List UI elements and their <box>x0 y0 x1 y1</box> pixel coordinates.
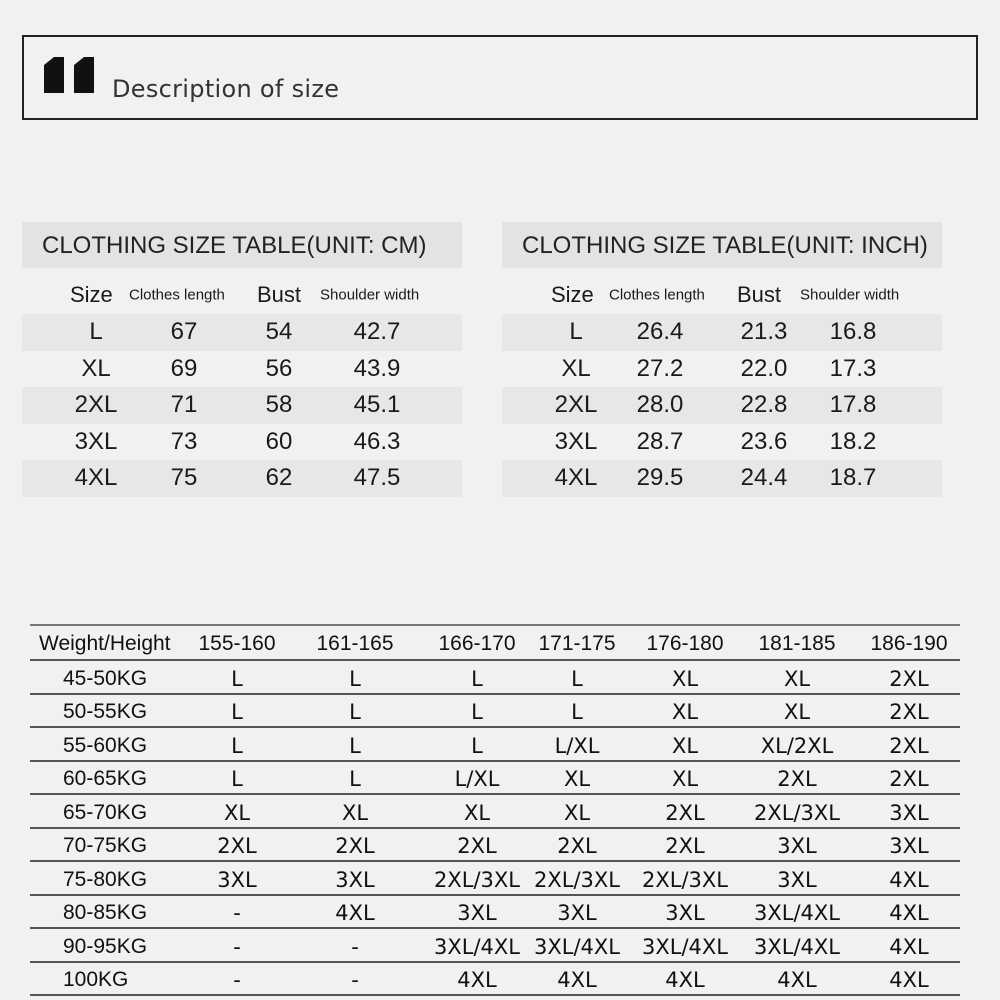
shoulder-width-cell: 42.7 <box>353 318 401 346</box>
table-row <box>502 351 942 388</box>
size-cell: 3XL <box>777 867 817 892</box>
bust-cell: 56 <box>265 354 293 382</box>
height-header: 171-175 <box>538 632 616 656</box>
size-cell: XL <box>223 800 251 825</box>
corner-label: Weight/Height <box>39 632 171 656</box>
shoulder-width-cell: 16.8 <box>829 318 877 346</box>
table-row <box>22 351 462 388</box>
size-cell: L <box>349 666 361 691</box>
table-row <box>22 424 462 461</box>
weight-height-table <box>30 624 960 996</box>
size-cell: 4XL <box>889 934 929 959</box>
header-bust: Bust <box>737 281 782 307</box>
table-row <box>30 728 960 762</box>
size-cell: 4XL <box>74 464 118 492</box>
table-row <box>502 460 942 497</box>
clothes-length-cell: 69 <box>170 354 198 382</box>
size-cell: 2XL <box>889 733 929 758</box>
height-header: 166-170 <box>438 632 516 656</box>
table-row <box>30 862 960 896</box>
size-cell: L <box>349 733 361 758</box>
size-cell: XL <box>463 800 491 825</box>
quote-icon <box>42 55 98 95</box>
inch-table-header <box>502 268 942 314</box>
shoulder-width-cell: 18.7 <box>829 464 877 492</box>
size-cell: L <box>231 733 243 758</box>
size-cell: L/XL <box>454 767 500 792</box>
size-cell: 3XL <box>889 800 929 825</box>
size-cell: 2XL <box>557 834 597 859</box>
size-cell: 4XL <box>554 464 598 492</box>
page-title: Description of size <box>112 75 340 103</box>
header-shoulder-width: Shoulder width <box>320 286 420 304</box>
height-header: 186-190 <box>870 632 948 656</box>
cm-table-title: CLOTHING SIZE TABLE(UNIT: CM) <box>22 222 462 268</box>
size-cell: 2XL <box>74 391 118 419</box>
weight-label: 80-85KG <box>63 901 148 925</box>
size-cell: XL <box>81 354 111 382</box>
size-cell: - <box>233 901 241 926</box>
clothes-length-cell: 71 <box>170 391 198 419</box>
clothes-length-cell: 73 <box>170 427 198 455</box>
size-cell: XL/2XL <box>760 733 834 758</box>
weight-label: 55-60KG <box>63 733 148 757</box>
size-cell: 4XL <box>665 968 705 993</box>
size-cell: 4XL <box>335 901 375 926</box>
height-header: 161-165 <box>316 632 394 656</box>
size-cell: 4XL <box>889 901 929 926</box>
size-cell: 2XL/3XL <box>534 867 620 892</box>
size-cell: 3XL <box>335 867 375 892</box>
size-cell: 4XL <box>889 867 929 892</box>
clothes-length-cell: 26.4 <box>636 318 684 346</box>
table-row <box>22 314 462 351</box>
size-cell: 3XL <box>665 901 705 926</box>
inch-size-table <box>502 222 942 497</box>
weight-label: 100KG <box>63 968 129 992</box>
header-clothes-length: Clothes length <box>129 286 225 304</box>
size-cell: 4XL <box>457 968 497 993</box>
size-cell: XL <box>671 733 699 758</box>
size-cell: XL <box>783 666 811 691</box>
size-cell: 3XL <box>457 901 497 926</box>
height-header: 155-160 <box>198 632 276 656</box>
size-cell: XL <box>341 800 369 825</box>
size-cell: 3XL <box>889 834 929 859</box>
clothes-length-cell: 28.0 <box>636 391 684 419</box>
table-row <box>30 695 960 729</box>
size-cell: - <box>233 968 241 993</box>
bust-cell: 22.0 <box>740 354 788 382</box>
size-cell: 2XL <box>889 700 929 725</box>
size-cell: 3XL <box>554 427 598 455</box>
size-cell: L <box>471 733 483 758</box>
weight-label: 90-95KG <box>63 934 148 958</box>
table-row <box>30 829 960 863</box>
size-cell: L/XL <box>554 733 600 758</box>
size-cell: 3XL/4XL <box>754 934 840 959</box>
size-cell: L <box>569 318 583 346</box>
table-row <box>30 963 960 997</box>
size-cell: 2XL/3XL <box>754 800 840 825</box>
header-clothes-length: Clothes length <box>609 286 705 304</box>
height-header: 176-180 <box>646 632 724 656</box>
size-cell: L <box>231 767 243 792</box>
bust-cell: 23.6 <box>740 427 788 455</box>
size-cell: 2XL <box>889 767 929 792</box>
weight-label: 65-70KG <box>63 800 148 824</box>
size-cell: 3XL <box>777 834 817 859</box>
weight-label: 75-80KG <box>63 867 148 891</box>
size-cell: 3XL <box>74 427 118 455</box>
weight-label: 70-75KG <box>63 834 148 858</box>
shoulder-width-cell: 46.3 <box>353 427 401 455</box>
table-row <box>502 387 942 424</box>
size-cell: L <box>471 700 483 725</box>
size-cell: 4XL <box>557 968 597 993</box>
size-cell: - <box>351 934 359 959</box>
size-cell: 2XL <box>665 834 705 859</box>
size-cell: XL <box>671 700 699 725</box>
weight-height-header-row <box>30 624 960 661</box>
size-cell: L <box>571 700 583 725</box>
size-cell: XL <box>671 767 699 792</box>
shoulder-width-cell: 45.1 <box>353 391 401 419</box>
header-size: Size <box>551 281 594 307</box>
size-cell: - <box>233 934 241 959</box>
size-cell: 2XL <box>889 666 929 691</box>
shoulder-width-cell: 47.5 <box>353 464 401 492</box>
bust-cell: 54 <box>265 318 293 346</box>
header-shoulder-width: Shoulder width <box>800 286 900 304</box>
clothes-length-cell: 27.2 <box>636 354 684 382</box>
inch-table-body <box>502 314 942 497</box>
size-cell: L <box>471 666 483 691</box>
size-cell: 2XL <box>335 834 375 859</box>
size-cell: XL <box>783 700 811 725</box>
size-description-banner <box>22 35 978 120</box>
size-cell: 3XL <box>557 901 597 926</box>
table-row <box>22 460 462 497</box>
header-bust: Bust <box>257 281 302 307</box>
inch-table-title: CLOTHING SIZE TABLE(UNIT: INCH) <box>502 222 942 268</box>
table-row <box>30 896 960 930</box>
bust-cell: 24.4 <box>740 464 788 492</box>
cm-size-table <box>22 222 462 497</box>
size-cell: 4XL <box>889 968 929 993</box>
size-cell: 3XL/4XL <box>754 901 840 926</box>
size-cell: L <box>89 318 103 346</box>
table-row <box>30 661 960 695</box>
weight-label: 50-55KG <box>63 700 148 724</box>
table-row <box>30 795 960 829</box>
cm-table-header <box>22 268 462 314</box>
size-cell: L <box>349 767 361 792</box>
weight-label: 60-65KG <box>63 767 148 791</box>
clothes-length-cell: 29.5 <box>636 464 684 492</box>
size-cell: XL <box>561 354 591 382</box>
clothes-length-cell: 67 <box>170 318 198 346</box>
size-cell: 3XL/4XL <box>434 934 520 959</box>
size-cell: 2XL/3XL <box>642 867 728 892</box>
clothes-length-cell: 28.7 <box>636 427 684 455</box>
bust-cell: 60 <box>265 427 293 455</box>
size-cell: 3XL/4XL <box>642 934 728 959</box>
header-size: Size <box>70 281 113 307</box>
clothes-length-cell: 75 <box>170 464 198 492</box>
shoulder-width-cell: 18.2 <box>829 427 877 455</box>
size-cell: 2XL <box>217 834 257 859</box>
table-row <box>30 929 960 963</box>
size-cell: 2XL <box>665 800 705 825</box>
size-cell: XL <box>563 800 591 825</box>
size-cell: - <box>351 968 359 993</box>
table-row <box>22 387 462 424</box>
size-cell: L <box>571 666 583 691</box>
bust-cell: 22.8 <box>740 391 788 419</box>
shoulder-width-cell: 17.3 <box>829 354 877 382</box>
size-cell: L <box>231 700 243 725</box>
shoulder-width-cell: 43.9 <box>353 354 401 382</box>
height-header: 181-185 <box>758 632 836 656</box>
size-cell: 2XL <box>457 834 497 859</box>
table-row <box>502 424 942 461</box>
table-row <box>502 314 942 351</box>
bust-cell: 62 <box>265 464 293 492</box>
size-cell: 3XL/4XL <box>534 934 620 959</box>
size-cell: XL <box>671 666 699 691</box>
size-cell: 2XL <box>554 391 598 419</box>
size-cell: L <box>231 666 243 691</box>
size-cell: L <box>349 700 361 725</box>
size-cell: 4XL <box>777 968 817 993</box>
cm-table-body <box>22 314 462 497</box>
bust-cell: 58 <box>265 391 293 419</box>
table-row <box>30 762 960 796</box>
size-cell: XL <box>563 767 591 792</box>
weight-label: 45-50KG <box>63 666 148 690</box>
size-cell: 2XL/3XL <box>434 867 520 892</box>
shoulder-width-cell: 17.8 <box>829 391 877 419</box>
size-cell: 3XL <box>217 867 257 892</box>
size-cell: 2XL <box>777 767 817 792</box>
bust-cell: 21.3 <box>740 318 788 346</box>
